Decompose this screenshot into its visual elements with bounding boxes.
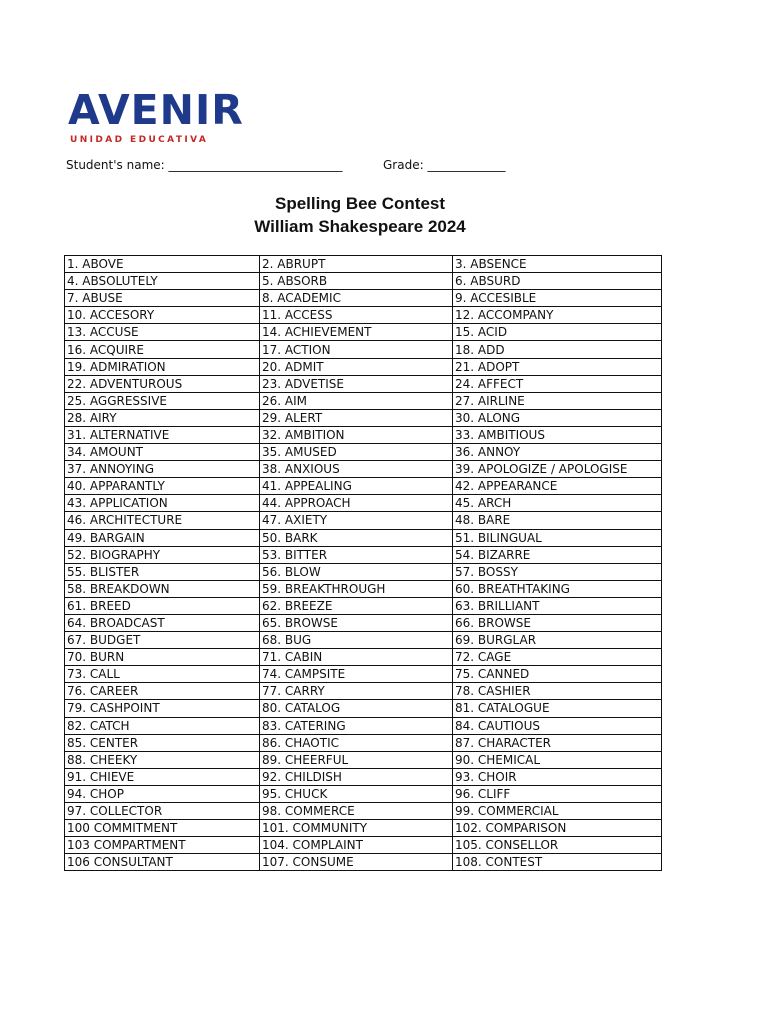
word-cell: 107. CONSUME [260,854,453,871]
word-cell: 63. BRILLIANT [453,597,662,614]
word-cell: 78. CASHIER [453,683,662,700]
table-row [65,683,662,700]
table-row [65,580,662,597]
logo-wordmark: AVENIR [68,86,244,134]
word-cell: 28. AIRY [65,409,260,426]
table-row [65,307,662,324]
word-cell: 35. AMUSED [260,444,453,461]
word-cell: 11. ACCESS [260,307,453,324]
word-cell: 36. ANNOY [453,444,662,461]
word-cell: 62. BREEZE [260,597,453,614]
word-cell: 69. BURGLAR [453,632,662,649]
word-cell: 14. ACHIEVEMENT [260,324,453,341]
word-cell: 12. ACCOMPANY [453,307,662,324]
word-cell: 9. ACCESIBLE [453,290,662,307]
word-cell: 84. CAUTIOUS [453,717,662,734]
word-cell: 67. BUDGET [65,632,260,649]
table-row [65,375,662,392]
word-cell: 95. CHUCK [260,785,453,802]
table-row [65,717,662,734]
word-cell: 70. BURN [65,649,260,666]
word-cell: 56. BLOW [260,563,453,580]
table-row [65,563,662,580]
word-cell: 96. CLIFF [453,785,662,802]
word-cell: 79. CASHPOINT [65,700,260,717]
table-row [65,478,662,495]
word-cell: 25. AGGRESSIVE [65,392,260,409]
table-row [65,820,662,837]
table-row [65,597,662,614]
word-cell: 108. CONTEST [453,854,662,871]
word-cell: 37. ANNOYING [65,461,260,478]
table-row [65,785,662,802]
word-cell: 61. BREED [65,597,260,614]
word-cell: 90. CHEMICAL [453,751,662,768]
word-cell: 50. BARK [260,529,453,546]
word-cell: 41. APPEALING [260,478,453,495]
word-cell: 87. CHARACTER [453,734,662,751]
word-cell: 32. AMBITION [260,426,453,443]
word-cell: 58. BREAKDOWN [65,580,260,597]
word-cell: 2. ABRUPT [260,256,453,273]
table-row [65,461,662,478]
table-row [65,409,662,426]
word-cell: 43. APPLICATION [65,495,260,512]
logo-tagline: UNIDAD EDUCATIVA [70,135,209,145]
word-cell: 22. ADVENTUROUS [65,375,260,392]
word-cell: 38. ANXIOUS [260,461,453,478]
word-cell: 8. ACADEMIC [260,290,453,307]
table-row [65,649,662,666]
word-cell: 18. ADD [453,341,662,358]
word-cell: 42. APPEARANCE [453,478,662,495]
word-cell: 17. ACTION [260,341,453,358]
word-cell: 21. ADOPT [453,358,662,375]
word-cell: 54. BIZARRE [453,546,662,563]
word-cell: 34. AMOUNT [65,444,260,461]
table-row [65,854,662,871]
table-row [65,444,662,461]
word-cell: 55. BLISTER [65,563,260,580]
table-row [65,290,662,307]
word-cell: 65. BROWSE [260,614,453,631]
table-row [65,512,662,529]
word-cell: 47. AXIETY [260,512,453,529]
table-row [65,666,662,683]
word-cell: 20. ADMIT [260,358,453,375]
table-row [65,614,662,631]
word-cell: 71. CABIN [260,649,453,666]
word-cell: 3. ABSENCE [453,256,662,273]
table-row [65,256,662,273]
table-row [65,495,662,512]
word-cell: 99. COMMERCIAL [453,803,662,820]
table-row [65,529,662,546]
word-list-table [64,255,662,871]
word-cell: 59. BREAKTHROUGH [260,580,453,597]
word-cell: 6. ABSURD [453,273,662,290]
word-cell: 82. CATCH [65,717,260,734]
table-row [65,273,662,290]
word-cell: 26. AIM [260,392,453,409]
word-cell: 103 COMPARTMENT [65,837,260,854]
word-cell: 97. COLLECTOR [65,803,260,820]
table-row [65,392,662,409]
word-cell: 66. BROWSE [453,614,662,631]
table-row [65,358,662,375]
word-cell: 52. BIOGRAPHY [65,546,260,563]
word-cell: 80. CATALOG [260,700,453,717]
word-cell: 104. COMPLAINT [260,837,453,854]
word-cell: 88. CHEEKY [65,751,260,768]
word-cell: 73. CALL [65,666,260,683]
student-name-field: Student's name: _____________________________ [66,158,343,172]
word-cell: 72. CAGE [453,649,662,666]
grade-field: Grade: _____________ [383,158,506,172]
document-title: Spelling Bee Contest [274,194,446,213]
word-cell: 64. BROADCAST [65,614,260,631]
word-cell: 48. BARE [453,512,662,529]
word-cell: 53. BITTER [260,546,453,563]
word-cell: 77. CARRY [260,683,453,700]
word-cell: 57. BOSSY [453,563,662,580]
word-cell: 45. ARCH [453,495,662,512]
word-cell: 100 COMMITMENT [65,820,260,837]
word-cell: 13. ACCUSE [65,324,260,341]
word-cell: 81. CATALOGUE [453,700,662,717]
word-cell: 16. ACQUIRE [65,341,260,358]
word-cell: 91. CHIEVE [65,768,260,785]
table-row [65,768,662,785]
table-row [65,803,662,820]
word-cell: 30. ALONG [453,409,662,426]
word-cell: 75. CANNED [453,666,662,683]
word-cell: 7. ABUSE [65,290,260,307]
word-cell: 23. ADVETISE [260,375,453,392]
word-cell: 106 CONSULTANT [65,854,260,871]
word-cell: 39. APOLOGIZE / APOLOGISE [453,461,662,478]
word-cell: 10. ACCESORY [65,307,260,324]
word-cell: 33. AMBITIOUS [453,426,662,443]
word-cell: 98. COMMERCE [260,803,453,820]
word-cell: 83. CATERING [260,717,453,734]
word-cell: 94. CHOP [65,785,260,802]
school-logo [68,86,278,150]
word-cell: 49. BARGAIN [65,529,260,546]
word-cell: 89. CHEERFUL [260,751,453,768]
word-cell: 19. ADMIRATION [65,358,260,375]
word-cell: 86. CHAOTIC [260,734,453,751]
word-cell: 27. AIRLINE [453,392,662,409]
word-cell: 5. ABSORB [260,273,453,290]
document-subtitle: William Shakespeare 2024 [254,217,466,236]
table-row [65,546,662,563]
word-cell: 29. ALERT [260,409,453,426]
word-cell: 60. BREATHTAKING [453,580,662,597]
table-row [65,632,662,649]
word-cell: 101. COMMUNITY [260,820,453,837]
word-cell: 51. BILINGUAL [453,529,662,546]
word-cell: 74. CAMPSITE [260,666,453,683]
word-cell: 46. ARCHITECTURE [65,512,260,529]
table-row [65,837,662,854]
word-cell: 102. COMPARISON [453,820,662,837]
word-cell: 85. CENTER [65,734,260,751]
word-cell: 105. CONSELLOR [453,837,662,854]
word-list-body [65,256,662,871]
word-cell: 24. AFFECT [453,375,662,392]
table-row [65,734,662,751]
table-row [65,700,662,717]
word-cell: 15. ACID [453,324,662,341]
word-cell: 31. ALTERNATIVE [65,426,260,443]
word-cell: 40. APPARANTLY [65,478,260,495]
word-cell: 4. ABSOLUTELY [65,273,260,290]
table-row [65,324,662,341]
word-cell: 92. CHILDISH [260,768,453,785]
table-row [65,751,662,768]
word-cell: 76. CAREER [65,683,260,700]
word-cell: 44. APPROACH [260,495,453,512]
word-cell: 68. BUG [260,632,453,649]
table-row [65,426,662,443]
word-cell: 1. ABOVE [65,256,260,273]
table-row [65,341,662,358]
word-cell: 93. CHOIR [453,768,662,785]
